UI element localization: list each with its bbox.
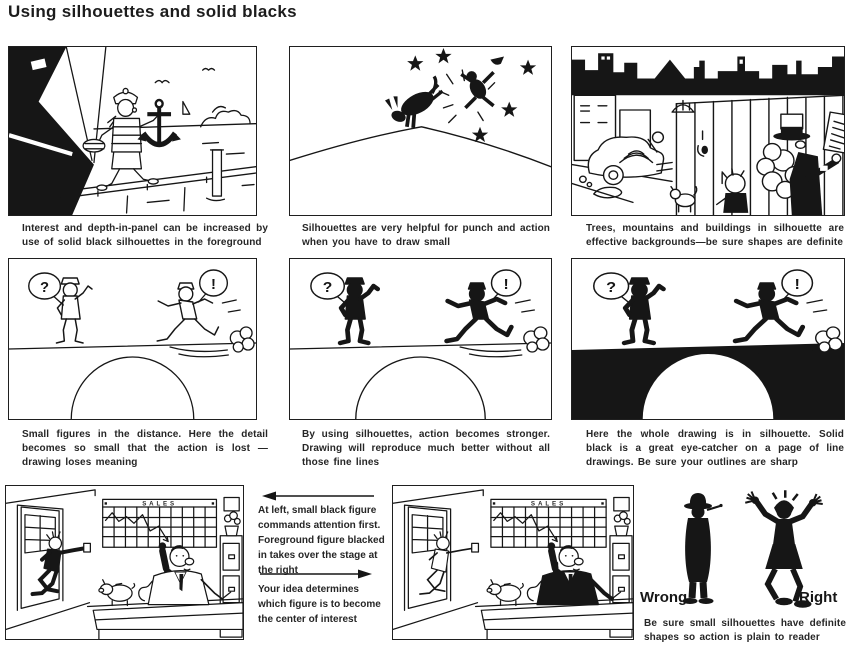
star-icon bbox=[501, 102, 517, 117]
office-panel-black-desk-figure bbox=[392, 485, 634, 640]
star-icon bbox=[520, 60, 536, 75]
bucking-horse-art bbox=[290, 47, 551, 215]
note-bottom: Your idea determines which figure is to become the center of interest bbox=[258, 584, 381, 625]
caption-wrong-right: Be sure small silhouettes have definite shapes so action is plain to reader bbox=[644, 618, 846, 644]
star-icon bbox=[435, 48, 451, 63]
donkey-silhouette bbox=[385, 76, 442, 127]
comic-panel-bridge-silhouette-figs bbox=[289, 258, 552, 420]
handbill-paper bbox=[823, 112, 844, 154]
arrow-right-icon bbox=[258, 568, 376, 580]
star-icon bbox=[407, 55, 423, 70]
distant-sailboat bbox=[183, 102, 190, 115]
note-top: At left, small black figure commands attention first. Foreground figure blacked in takes over the stage at the right bbox=[258, 505, 385, 576]
office-right-art bbox=[393, 486, 633, 639]
bridge-line-art bbox=[9, 259, 256, 419]
tramp-figure bbox=[757, 112, 844, 215]
arrow-left-icon bbox=[258, 490, 376, 502]
hill-line bbox=[290, 127, 551, 167]
thrown-cowboy-silhouette bbox=[461, 56, 504, 107]
comic-panel-city-silhouette bbox=[571, 46, 845, 216]
wrong-label: Wrong bbox=[640, 589, 688, 606]
bridge-silhouette-art bbox=[290, 259, 551, 419]
arch-line bbox=[356, 357, 485, 419]
page-title: Using silhouettes and solid blacks bbox=[8, 2, 297, 21]
birds bbox=[155, 69, 214, 83]
caption-panel-1: Interest and depth-in-panel can be increased by use of solid black silhouettes in the foreground bbox=[22, 223, 268, 249]
caption-panel-3: Trees, mountains and buildings in silhouette are effective backgrounds—be sure shapes are definite bbox=[586, 223, 844, 249]
bridge-deck-line bbox=[9, 343, 256, 349]
comic-panel-bucking-horse bbox=[289, 46, 552, 216]
arch-line bbox=[71, 357, 194, 419]
water-ripples bbox=[147, 143, 254, 203]
caption-panel-4: Small figures in the distance. Here the detail becomes so small that the action is lost — drawing loses meaning bbox=[22, 429, 268, 469]
right-label: Right bbox=[799, 589, 838, 606]
small-dog bbox=[670, 187, 696, 212]
comic-panel-bridge-line bbox=[8, 258, 257, 420]
caption-panel-2: Silhouettes are very helpful for punch and action when you have to draw small bbox=[302, 223, 550, 249]
wrong-figure-silhouette bbox=[683, 493, 723, 604]
comic-panel-ship-dock bbox=[8, 46, 257, 216]
anchor bbox=[137, 100, 180, 145]
city-silhouette-art bbox=[572, 47, 844, 215]
skyline-silhouette bbox=[572, 53, 844, 95]
office-panel-black-door-figure bbox=[5, 485, 244, 640]
office-left-art bbox=[6, 486, 243, 639]
bridge-black-art bbox=[572, 259, 844, 419]
black-ship-bow bbox=[9, 47, 94, 215]
caption-panel-5: By using silhouettes, action becomes stronger. Drawing will reproduce much better without all those fine lines bbox=[302, 429, 550, 469]
caption-panel-6: Here the whole drawing is in silhouette. Solid black is a great eye-catcher on a page of line drawings. Be sure your outlines are sharp bbox=[586, 429, 844, 469]
comic-panel-bridge-all-black bbox=[571, 258, 845, 420]
bridge-deck-line bbox=[290, 343, 551, 349]
boy-figure bbox=[717, 169, 749, 213]
ship-dock-art bbox=[9, 47, 256, 215]
